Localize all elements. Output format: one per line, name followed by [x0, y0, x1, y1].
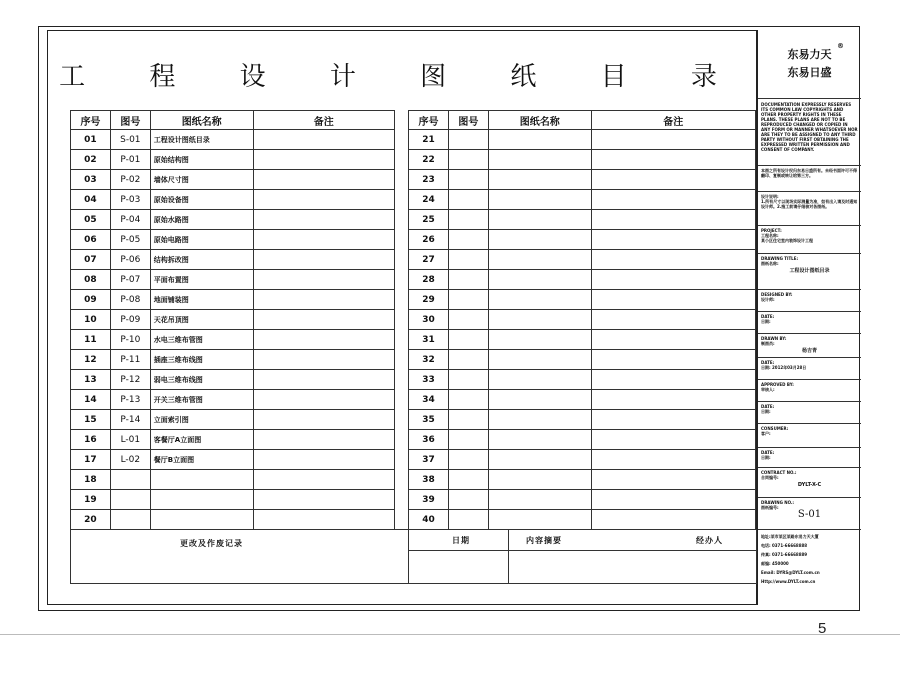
header-name: 图纸名称 — [150, 111, 253, 130]
row-name — [488, 130, 591, 150]
row-seq: 32 — [409, 350, 449, 370]
row-code — [448, 230, 488, 250]
row-seq: 40 — [409, 510, 449, 530]
row-seq: 01 — [71, 130, 111, 150]
row-note — [253, 290, 394, 310]
row-seq: 07 — [71, 250, 111, 270]
row-note — [253, 430, 394, 450]
row-note — [253, 210, 394, 230]
row-name: 墙体尺寸图 — [150, 170, 253, 190]
table-row — [409, 210, 756, 230]
row-code — [448, 490, 488, 510]
row-seq: 11 — [71, 330, 111, 350]
table-row — [409, 310, 756, 330]
table-row — [71, 210, 395, 230]
row-name — [488, 330, 591, 350]
row-code: P-07 — [110, 270, 150, 290]
table-row — [409, 190, 756, 210]
header-code: 图号 — [448, 111, 488, 130]
row-note — [253, 370, 394, 390]
drawing-index-table-left — [70, 110, 395, 530]
table-row — [71, 510, 395, 530]
row-seq: 27 — [409, 250, 449, 270]
row-seq: 22 — [409, 150, 449, 170]
row-code — [448, 130, 488, 150]
row-name: 原始设备图 — [150, 190, 253, 210]
handler-header: 经办人 — [696, 536, 723, 545]
row-seq: 02 — [71, 150, 111, 170]
row-seq: 18 — [71, 470, 111, 490]
row-seq: 13 — [71, 370, 111, 390]
designed-by-block — [758, 290, 861, 312]
row-note — [591, 250, 755, 270]
row-seq: 28 — [409, 270, 449, 290]
row-seq: 12 — [71, 350, 111, 370]
drawing-no-label: DRAWING NO.: — [761, 500, 795, 505]
contract-block — [758, 468, 861, 498]
contract-value: DYLT-X-C — [797, 482, 822, 488]
table-row — [409, 130, 756, 150]
approved-label: APPROVED BY: — [761, 382, 794, 387]
table-row — [409, 390, 756, 410]
row-note — [591, 310, 755, 330]
row-code — [448, 510, 488, 530]
slide-divider — [0, 634, 900, 635]
date-block-1 — [758, 312, 861, 334]
row-code — [448, 430, 488, 450]
table-row — [409, 270, 756, 290]
row-seq: 06 — [71, 230, 111, 250]
drawing-no-block — [758, 498, 861, 530]
drawing-title-block — [758, 254, 861, 290]
row-code — [448, 190, 488, 210]
row-seq: 21 — [409, 130, 449, 150]
table-row — [409, 290, 756, 310]
row-note — [591, 230, 755, 250]
row-note — [253, 470, 394, 490]
row-note — [591, 210, 755, 230]
header-code: 图号 — [110, 111, 150, 130]
row-name — [488, 510, 591, 530]
approved-label-cn: 审核人: — [761, 387, 775, 392]
row-note — [253, 390, 394, 410]
row-code — [448, 390, 488, 410]
approved-by-block — [758, 380, 861, 402]
row-note — [591, 270, 755, 290]
date3-label: DATE: — [761, 404, 775, 409]
row-seq: 37 — [409, 450, 449, 470]
table-row — [409, 510, 756, 530]
row-name — [488, 290, 591, 310]
row-code — [110, 470, 150, 490]
table-row — [71, 490, 395, 510]
row-note — [591, 350, 755, 370]
row-name — [488, 490, 591, 510]
row-seq: 29 — [409, 290, 449, 310]
row-name: 插座三维布线图 — [150, 350, 253, 370]
row-name — [488, 410, 591, 430]
company-logo — [758, 30, 861, 99]
row-seq: 24 — [409, 190, 449, 210]
table-row — [409, 410, 756, 430]
row-name — [150, 490, 253, 510]
date4-label-cn: 日期: — [761, 455, 771, 460]
row-note — [253, 330, 394, 350]
date4-label: DATE: — [761, 450, 775, 455]
row-seq: 04 — [71, 190, 111, 210]
row-code: P-11 — [110, 350, 150, 370]
drawn-label: DRAWN BY: — [761, 336, 787, 341]
company-name-1: 东易力天 — [787, 48, 832, 61]
row-seq: 36 — [409, 430, 449, 450]
change-record-divider — [408, 550, 757, 551]
table-row — [71, 290, 395, 310]
row-code — [448, 210, 488, 230]
row-name: 水电三维布管图 — [150, 330, 253, 350]
table-row — [71, 470, 395, 490]
drawing-no-value: S-01 — [797, 509, 822, 520]
row-name — [488, 170, 591, 190]
drawing-title-label-cn: 图纸名称: — [761, 261, 779, 266]
row-name: 原始水路图 — [150, 210, 253, 230]
row-seq: 33 — [409, 370, 449, 390]
row-name — [488, 350, 591, 370]
table-row — [71, 390, 395, 410]
table-row — [409, 370, 756, 390]
design-note-block — [758, 192, 861, 226]
date1-label-cn: 日期: — [761, 319, 771, 324]
table-row — [409, 490, 756, 510]
row-name — [488, 450, 591, 470]
table-row — [71, 330, 395, 350]
table-row — [71, 410, 395, 430]
table-row — [71, 150, 395, 170]
row-note — [253, 190, 394, 210]
table-row — [71, 270, 395, 290]
row-note — [253, 450, 394, 470]
row-seq: 10 — [71, 310, 111, 330]
table-row — [409, 230, 756, 250]
row-seq: 20 — [71, 510, 111, 530]
row-name — [488, 470, 591, 490]
row-name: 开关三维布管图 — [150, 390, 253, 410]
row-note — [591, 510, 755, 530]
contact-block — [758, 530, 861, 605]
row-name: 弱电三维布线图 — [150, 370, 253, 390]
row-code — [448, 350, 488, 370]
row-code — [448, 170, 488, 190]
row-note — [253, 350, 394, 370]
summary-header: 内容摘要 — [526, 536, 562, 545]
cn-notice: 本图之所有设计权归东易日盛所有。未经书面许可不得翻印、复制或转让给第三方。 — [758, 166, 861, 192]
row-seq: 26 — [409, 230, 449, 250]
consumer-label: CONSUMER: — [761, 426, 789, 431]
row-name — [150, 510, 253, 530]
row-code: L-01 — [110, 430, 150, 450]
project-label: PROJECT: — [761, 228, 782, 233]
row-code — [448, 450, 488, 470]
row-name — [488, 270, 591, 290]
table-row — [71, 370, 395, 390]
fax: 传真: 0371-66668889 — [761, 552, 808, 557]
row-code: P-14 — [110, 410, 150, 430]
header-note: 备注 — [591, 111, 755, 130]
row-note — [591, 470, 755, 490]
row-code: S-01 — [110, 130, 150, 150]
row-note — [591, 130, 755, 150]
table-row — [409, 350, 756, 370]
row-name — [488, 390, 591, 410]
row-seq: 39 — [409, 490, 449, 510]
drawing-title-value: 工程设计图纸目录 — [789, 268, 830, 274]
contract-label-cn: 合同编号: — [761, 475, 779, 480]
table-row — [71, 190, 395, 210]
date-block-3 — [758, 402, 861, 424]
row-note — [591, 150, 755, 170]
row-code — [448, 290, 488, 310]
header-name: 图纸名称 — [488, 111, 591, 130]
date-block-4 — [758, 448, 861, 468]
date1-label: DATE: — [761, 314, 775, 319]
date-header: 日期 — [452, 536, 470, 545]
row-seq: 34 — [409, 390, 449, 410]
header-seq: 序号 — [409, 111, 449, 130]
row-code: P-13 — [110, 390, 150, 410]
date3-label-cn: 日期: — [761, 409, 771, 414]
row-note — [591, 370, 755, 390]
row-code: P-12 — [110, 370, 150, 390]
table-row — [71, 230, 395, 250]
copyright-notice: DOCUMENTATION EXPRESSLY RESERVES ITS COMMON LAW COPYRIGHTS AND OTHER PROPERTY RIGHTS IN THESE PLANS. THESE PLANS ARE NOT TO BE REPRODUCED CHANGED OR COPIED IN ANY FORM OR MANNER WHATSOEVER NOR ARE THEY TO BE ASSIGNED TO ANY THIRD PARTY WITHOUT FIRST OBTAINING THE EXPRESSED WRITTEN PERMISSION AND CONSENT OF COMPANY. — [758, 100, 861, 166]
table-row — [71, 430, 395, 450]
row-note — [253, 310, 394, 330]
row-code: P-02 — [110, 170, 150, 190]
drawing-title-label: DRAWING TITLE: — [761, 256, 799, 261]
row-name: 天花吊顶图 — [150, 310, 253, 330]
row-seq: 19 — [71, 490, 111, 510]
project-label-cn: 工程名称: — [761, 233, 779, 238]
page-title: 工 程 设 计 图 纸 目 录 — [59, 62, 745, 92]
row-code — [110, 510, 150, 530]
row-note — [253, 490, 394, 510]
row-seq: 30 — [409, 310, 449, 330]
row-name — [488, 190, 591, 210]
row-note — [591, 190, 755, 210]
row-note — [591, 490, 755, 510]
table-row — [71, 310, 395, 330]
row-code — [110, 490, 150, 510]
row-seq: 25 — [409, 210, 449, 230]
designed-label-cn: 设计师: — [761, 297, 775, 302]
date-block-2 — [758, 358, 861, 380]
row-code — [448, 410, 488, 430]
row-code: P-06 — [110, 250, 150, 270]
drawing-index-table-right — [408, 110, 756, 530]
row-code — [448, 250, 488, 270]
row-code: P-09 — [110, 310, 150, 330]
change-record-label: 更改及作废记录 — [180, 539, 243, 548]
row-note — [591, 170, 755, 190]
table-row — [409, 150, 756, 170]
table-row — [71, 170, 395, 190]
row-code — [448, 330, 488, 350]
date2-label-cn: 日期: — [761, 365, 771, 370]
row-code: P-03 — [110, 190, 150, 210]
row-code: P-01 — [110, 150, 150, 170]
row-name — [150, 470, 253, 490]
row-code — [448, 310, 488, 330]
table-row — [409, 450, 756, 470]
row-seq: 31 — [409, 330, 449, 350]
row-seq: 03 — [71, 170, 111, 190]
row-name: 工程设计图纸目录 — [150, 130, 253, 150]
row-name: 原始结构图 — [150, 150, 253, 170]
table-row — [71, 250, 395, 270]
row-code: P-04 — [110, 210, 150, 230]
row-note — [591, 330, 755, 350]
change-record-box — [70, 529, 757, 584]
row-code: P-05 — [110, 230, 150, 250]
row-seq: 09 — [71, 290, 111, 310]
email: Email: DYRS@DYLT.com.cn — [761, 570, 820, 575]
row-name — [488, 250, 591, 270]
designed-label: DESIGNED BY: — [761, 292, 793, 297]
consumer-block — [758, 424, 861, 448]
row-code — [448, 470, 488, 490]
row-name: 平面布置图 — [150, 270, 253, 290]
header-note: 备注 — [253, 111, 394, 130]
row-seq: 16 — [71, 430, 111, 450]
row-note — [253, 150, 394, 170]
date2-label: DATE: — [761, 360, 775, 365]
row-note — [591, 450, 755, 470]
row-name — [488, 430, 591, 450]
table-row — [409, 330, 756, 350]
table-row — [409, 430, 756, 450]
project-value: 某小区住宅室内装饰设计工程 — [761, 238, 813, 243]
consumer-label-cn: 客户: — [761, 431, 771, 436]
row-name — [488, 310, 591, 330]
row-name: 餐厅B立面图 — [150, 450, 253, 470]
tel: 电话: 0371-66668888 — [761, 543, 808, 548]
company-name-2: 东易日盛 — [787, 66, 832, 79]
row-name — [488, 150, 591, 170]
drawing-no-label-cn: 图纸编号: — [761, 505, 779, 510]
design-note-label: 设计说明: — [761, 194, 779, 199]
row-name — [488, 230, 591, 250]
zip: 邮编: 450000 — [761, 561, 789, 566]
row-seq: 08 — [71, 270, 111, 290]
row-note — [591, 410, 755, 430]
design-note-text: 1.所有尺寸以现场实际测量为准，如有出入请及时通知设计师。2.施工前请仔细核对各图纸。 — [761, 199, 858, 209]
row-seq: 05 — [71, 210, 111, 230]
table-row — [409, 250, 756, 270]
row-name: 结构拆改图 — [150, 250, 253, 270]
row-note — [591, 290, 755, 310]
row-name: 客餐厅A立面图 — [150, 430, 253, 450]
row-seq: 15 — [71, 410, 111, 430]
row-name: 原始电路图 — [150, 230, 253, 250]
row-seq: 14 — [71, 390, 111, 410]
row-code — [448, 150, 488, 170]
row-seq: 38 — [409, 470, 449, 490]
row-code — [448, 270, 488, 290]
row-name — [488, 210, 591, 230]
title-block — [757, 30, 860, 605]
row-note — [253, 270, 394, 290]
web: Http://www.DYLT.com.cn — [761, 579, 816, 584]
row-note — [591, 430, 755, 450]
table-row — [71, 450, 395, 470]
row-note — [253, 510, 394, 530]
row-note — [591, 390, 755, 410]
row-note — [253, 410, 394, 430]
change-record-divider — [508, 529, 509, 584]
row-name: 立面索引图 — [150, 410, 253, 430]
table-row — [409, 470, 756, 490]
page-number: 5 — [818, 620, 827, 637]
table-row — [71, 130, 395, 150]
row-code — [448, 370, 488, 390]
row-code: P-08 — [110, 290, 150, 310]
table-row — [409, 170, 756, 190]
change-record-divider — [408, 529, 409, 584]
row-code: P-10 — [110, 330, 150, 350]
table-row — [71, 350, 395, 370]
row-seq: 23 — [409, 170, 449, 190]
row-note — [253, 250, 394, 270]
row-note — [253, 130, 394, 150]
drawn-value: 杨吉青 — [801, 348, 817, 354]
drawn-by-block — [758, 334, 861, 358]
drawn-label-cn: 制图员: — [761, 341, 775, 346]
contract-label: CONTRACT NO.: — [761, 470, 797, 475]
project-block — [758, 226, 861, 254]
row-note — [253, 170, 394, 190]
address: 地址:某市某区某路东易力天大厦 — [761, 534, 819, 539]
row-name: 地面铺装图 — [150, 290, 253, 310]
row-note — [253, 230, 394, 250]
row-code: L-02 — [110, 450, 150, 470]
row-seq: 17 — [71, 450, 111, 470]
row-seq: 35 — [409, 410, 449, 430]
row-name — [488, 370, 591, 390]
header-seq: 序号 — [71, 111, 111, 130]
registered-mark: ® — [837, 42, 844, 50]
date2-value: 2012年03月28日 — [772, 365, 807, 370]
